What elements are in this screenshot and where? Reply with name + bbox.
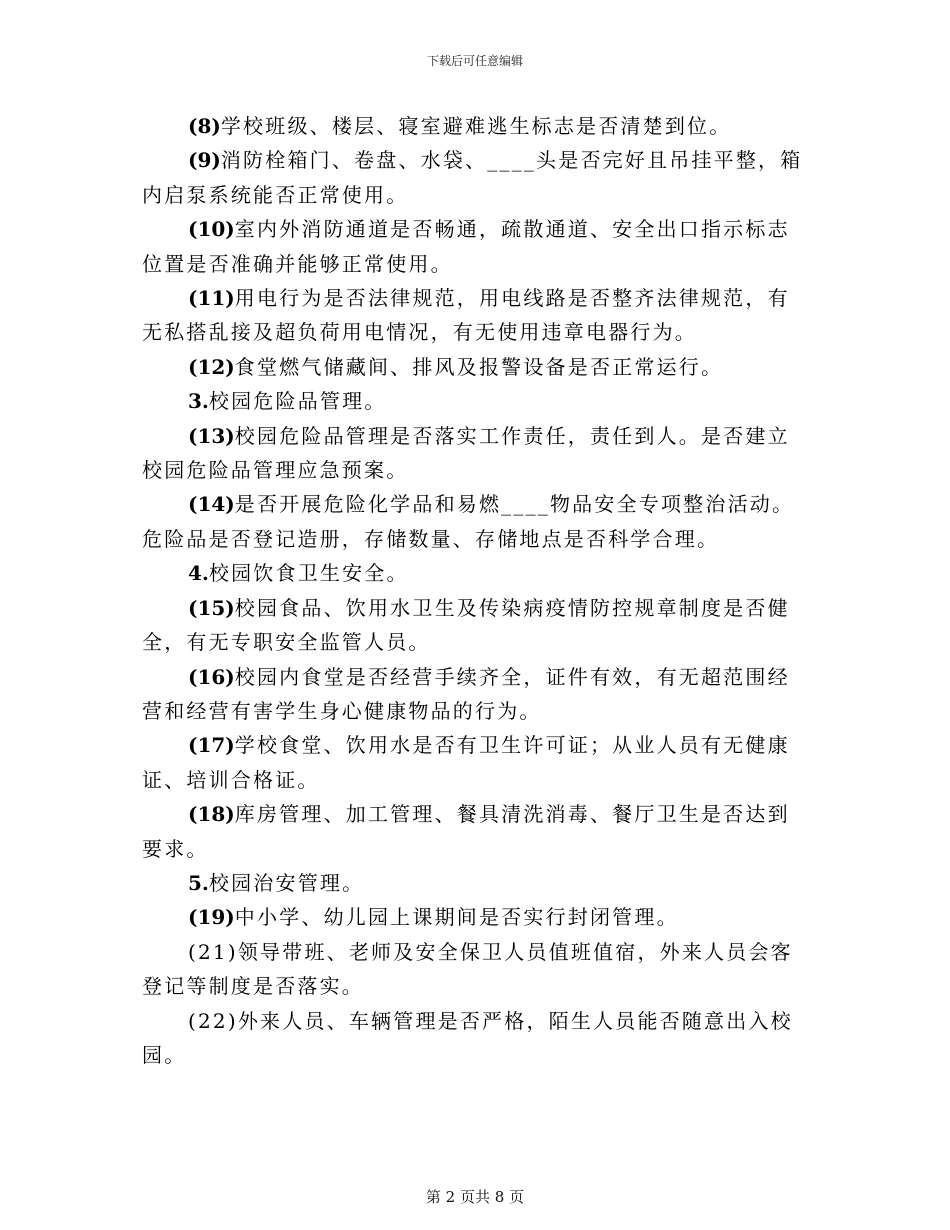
section-heading-4	[142, 556, 810, 590]
item-number: (8)	[188, 114, 221, 138]
item-text: 用电行为是否法律规范，用电线路是否整齐法律规范，有无私搭乱接及超负荷用电情况，有无使用违章电器行为。	[142, 286, 790, 345]
paragraph-item-21	[142, 935, 810, 1004]
item-number: (12)	[188, 354, 235, 379]
item-text: 学校班级、楼层、寝室避难逃生标志是否清楚到位。	[220, 114, 732, 138]
item-text: 中小学、幼儿园上课期间是否实行封闭管理。	[234, 905, 679, 930]
item-text: 校园危险品管理是否落实工作责任，责任到人。是否建立校园危险品管理应急预案。	[142, 423, 790, 483]
item-number: (22)	[188, 1008, 238, 1033]
paragraph-item-15	[142, 591, 810, 660]
item-text: 食堂燃气储藏间、排风及报警设备是否正常运行。	[234, 354, 724, 379]
paragraph-item-9	[142, 143, 810, 212]
paragraph-item-10	[142, 212, 810, 281]
page-header: 下载后可任意编辑	[426, 54, 523, 68]
item-text: 校园内食堂是否经营手续齐全，证件有效，有无超范围经营和经营有害学生身心健康物品的行为。	[142, 664, 790, 723]
item-text: 库房管理、加工管理、餐具清洗消毒、餐厅卫生是否达到要求。	[142, 802, 790, 861]
paragraph-item-17	[142, 728, 810, 797]
paragraph-item-12	[142, 350, 810, 384]
item-number: (18)	[188, 802, 235, 827]
paragraph-item-14	[142, 487, 810, 556]
paragraph-item-18	[142, 797, 810, 866]
item-number: (11)	[188, 286, 235, 311]
item-text: 室内外消防通道是否畅通，疏散通道、安全出口指示标志位置是否准确并能够正常使用。	[142, 217, 790, 276]
item-number: (10)	[188, 217, 235, 242]
item-text: 消防栓箱门、卷盘、水袋、____头是否完好且吊挂平整，箱内启泵系统能否正常使用。	[142, 148, 803, 207]
item-text: 学校食堂、饮用水是否有卫生许可证；从业人员有无健康证、培训合格证。	[142, 733, 790, 792]
item-number: (19)	[188, 905, 235, 930]
section-heading-3	[142, 384, 810, 418]
item-number: (13)	[188, 423, 235, 448]
item-number: (21)	[188, 939, 238, 964]
section-number: 5.	[188, 870, 209, 895]
item-text: 是否开展危险化学品和易燃____物品安全专项整治活动。危险品是否登记造册，存储数量、存储地点是否科学合理。	[142, 492, 795, 551]
item-number: (16)	[188, 664, 235, 689]
item-number: (9)	[188, 148, 221, 173]
item-text: 领导带班、老师及安全保卫人员值班值宿，外来人员会客登记等制度是否落实。	[142, 939, 793, 999]
section-number: 4.	[188, 561, 209, 586]
item-number: (15)	[188, 595, 235, 620]
item-text: 外来人员、车辆管理是否严格，陌生人员能否随意出入校园。	[142, 1008, 793, 1067]
paragraph-item-11	[142, 281, 810, 350]
document-body	[142, 109, 810, 1072]
section-title: 校园危险品管理。	[208, 389, 387, 414]
paragraph-item-8	[142, 109, 810, 143]
item-number: (14)	[188, 492, 235, 517]
paragraph-item-19	[142, 900, 810, 934]
paragraph-item-22	[142, 1004, 810, 1073]
page-footer: 第 2 页共 8 页	[425, 1188, 525, 1206]
section-title: 校园饮食卫生安全。	[208, 561, 409, 586]
item-text: 校园食品、饮用水卫生及传染病疫情防控规章制度是否健全，有无专职安全监管人员。	[142, 595, 790, 655]
section-title: 校园治安管理。	[208, 870, 365, 895]
item-number: (17)	[188, 733, 235, 758]
paragraph-item-16	[142, 660, 810, 729]
paragraph-item-13	[142, 419, 810, 488]
section-number: 3.	[188, 389, 209, 414]
section-heading-5	[142, 866, 810, 900]
